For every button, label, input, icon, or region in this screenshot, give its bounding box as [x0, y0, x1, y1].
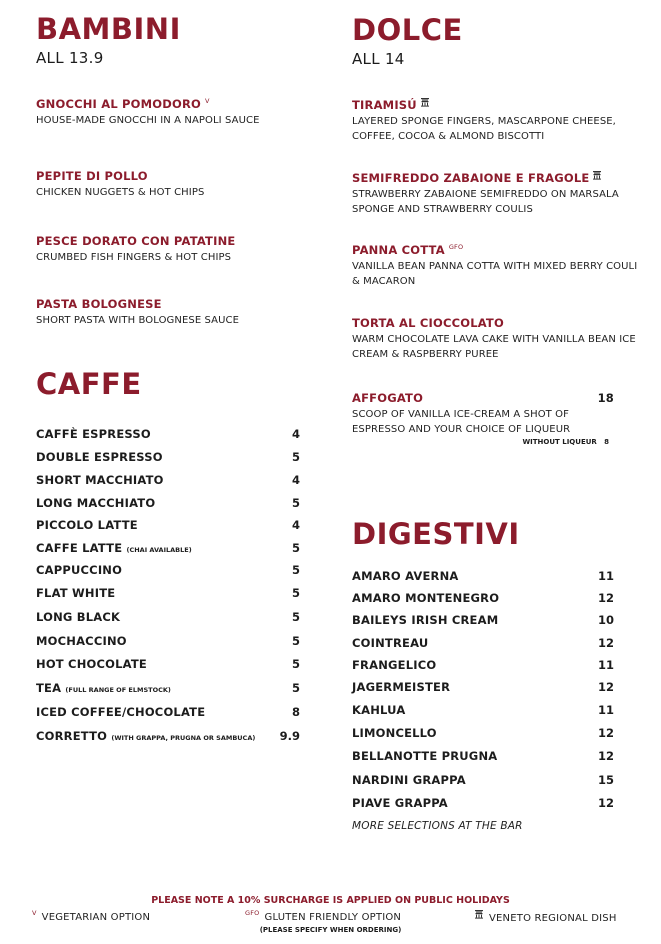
drink-name: CAFFÈ ESPRESSO [36, 427, 151, 441]
surcharge-notice: PLEASE NOTE A 10% SURCHARGE IS APPLIED ON PUBLIC HOLIDAYS [151, 895, 510, 906]
legend-label: GLUTEN FRIENDLY OPTION [264, 912, 402, 923]
drink-name: JAGERMEISTER [352, 680, 451, 694]
drink-price: 15 [597, 773, 614, 787]
drink-row [36, 705, 300, 719]
item-price: 18 [597, 391, 614, 405]
item-name: GNOCCHI AL POMODORO [36, 97, 202, 111]
drink-name: CAFFE LATTE [36, 541, 123, 555]
item-name: PEPITE DI POLLO [36, 169, 148, 183]
drink-row [352, 726, 614, 740]
drink-price: 5 [291, 657, 300, 671]
specify-note: (PLEASE SPECIFY WHEN ORDERING) [259, 926, 402, 934]
drink-price: 4 [291, 473, 300, 487]
drink-row [36, 634, 300, 648]
drink-row [352, 613, 614, 627]
item-name: PANNA COTTA [352, 243, 445, 257]
more-selections-note: MORE SELECTIONS AT THE BAR [352, 820, 523, 832]
dolce-heading: DOLCE [352, 13, 463, 47]
veneto-icon [592, 170, 602, 180]
veneto-icon [474, 909, 484, 919]
drink-row [36, 563, 300, 577]
drink-price: 9.9 [279, 729, 300, 743]
drink-price: 5 [291, 496, 300, 510]
drink-name: DOUBLE ESPRESSO [36, 450, 163, 464]
vegetarian-legend [32, 909, 150, 923]
drink-name: SHORT MACCHIATO [36, 473, 164, 487]
item-description: LAYERED SPONGE FINGERS, MASCARPONE CHEESE, COFFEE, COCOA & ALMOND BISCOTTI [352, 116, 616, 142]
caffe-heading: CAFFE [36, 367, 142, 401]
drink-row [352, 796, 614, 810]
drink-row [36, 610, 300, 624]
vegetarian-tag: V [205, 97, 210, 105]
legend-label: VEGETARIAN OPTION [41, 912, 151, 923]
drink-name: NARDINI GRAPPA [352, 773, 466, 787]
drink-name: FRANGELICO [352, 658, 437, 672]
drink-name: TEA [36, 681, 62, 695]
affogato-option [352, 438, 614, 446]
drink-name: BELLANOTTE PRUGNA [352, 749, 498, 763]
drink-price: 5 [291, 610, 300, 624]
drink-name: AMARO MONTENEGRO [352, 591, 500, 605]
option-label: WITHOUT LIQUEUR [522, 438, 597, 446]
drink-name: ICED COFFEE/CHOCOLATE [36, 705, 206, 719]
drink-price: 5 [291, 541, 300, 555]
drink-name: KAHLUA [352, 703, 406, 717]
drink-name: CAPPUCCINO [36, 563, 123, 577]
drink-name: PICCOLO LATTE [36, 518, 138, 532]
drink-row [36, 518, 300, 532]
drink-row [36, 586, 300, 600]
drink-row [36, 541, 300, 555]
drink-name: MOCHACCINO [36, 634, 127, 648]
drink-row [352, 569, 614, 583]
item-description: STRAWBERRY ZABAIONE SEMIFREDDO ON MARSALA SPONGE AND STRAWBERRY COULIS [352, 189, 619, 215]
drink-name: LONG BLACK [36, 610, 121, 624]
drink-price: 10 [597, 613, 614, 627]
drink-price: 5 [291, 450, 300, 464]
vegetarian-mark: V [32, 909, 37, 917]
drink-name: FLAT WHITE [36, 586, 116, 600]
drink-note: (CHAI AVAILABLE) [126, 546, 192, 554]
drink-price: 4 [291, 427, 300, 441]
drink-name: LIMONCELLO [352, 726, 437, 740]
drink-row [352, 658, 614, 672]
dolce-price-note: ALL 14 [352, 50, 405, 68]
drink-name: CORRETTO [36, 729, 108, 743]
drink-price: 11 [597, 569, 614, 583]
legend-label: VENETO REGIONAL DISH [489, 913, 617, 924]
item-name: TIRAMISÚ [352, 98, 417, 112]
drink-name: PIAVE GRAPPA [352, 796, 448, 810]
item-name: PASTA BOLOGNESE [36, 297, 162, 311]
menu-item [36, 97, 316, 128]
drink-price: 5 [291, 681, 300, 695]
drink-price: 12 [597, 636, 614, 650]
drink-row [36, 427, 300, 441]
bambini-heading: BAMBINI [36, 12, 181, 46]
item-name: SEMIFREDDO ZABAIONE E FRAGOLE [352, 171, 590, 185]
gluten-friendly-legend [245, 909, 401, 923]
item-description: SCOOP OF VANILLA ICE-CREAM A SHOT OF ESPRESSO AND YOUR CHOICE OF LIQUEUR [352, 409, 571, 435]
drink-price: 4 [291, 518, 300, 532]
drink-price: 11 [597, 703, 614, 717]
item-name: TORTA AL CIOCCOLATO [352, 316, 504, 330]
menu-item [36, 169, 316, 200]
drink-name: AMARO AVERNA [352, 569, 459, 583]
menu-item [352, 243, 642, 289]
veneto-legend [474, 909, 617, 924]
item-description: CRUMBED FISH FINGERS & HOT CHIPS [36, 252, 232, 263]
menu-item [36, 234, 316, 265]
drink-name: COINTREAU [352, 636, 429, 650]
drink-row [36, 729, 300, 743]
drink-price: 8 [291, 705, 300, 719]
drink-row [352, 749, 614, 763]
affogato-item [352, 391, 614, 446]
drink-name: BAILEYS IRISH CREAM [352, 613, 499, 627]
item-description: CHICKEN NUGGETS & HOT CHIPS [36, 187, 205, 198]
drink-price: 12 [597, 591, 614, 605]
item-description: SHORT PASTA WITH BOLOGNESE SAUCE [36, 315, 240, 326]
drink-price: 12 [597, 796, 614, 810]
drink-note: (FULL RANGE OF ELMSTOCK) [65, 686, 171, 694]
digestivi-heading: DIGESTIVI [352, 517, 520, 551]
drink-price: 5 [291, 634, 300, 648]
drink-name: HOT CHOCOLATE [36, 657, 147, 671]
bambini-price-note: ALL 13.9 [36, 49, 104, 67]
drink-row [352, 680, 614, 694]
drink-row [352, 703, 614, 717]
drink-price: 11 [597, 658, 614, 672]
menu-item [352, 97, 642, 144]
gfo-mark: GFO [245, 909, 260, 917]
drink-price: 5 [291, 586, 300, 600]
item-description: VANILLA BEAN PANNA COTTA WITH MIXED BERRY COULI & MACARON [352, 261, 638, 287]
item-description: WARM CHOCOLATE LAVA CAKE WITH VANILLA BEAN ICE CREAM & RASPBERRY PUREE [352, 334, 636, 360]
drink-row [36, 657, 300, 671]
drink-row [36, 473, 300, 487]
option-price: 8 [604, 438, 609, 446]
gluten-friendly-tag: GFO [448, 243, 464, 251]
drink-price: 12 [597, 680, 614, 694]
drink-row [36, 681, 300, 695]
drink-price: 12 [597, 726, 614, 740]
drink-row [36, 450, 300, 464]
menu-item [352, 316, 642, 362]
drink-note: (WITH GRAPPA, PRUGNA OR SAMBUCA) [111, 734, 256, 742]
drink-name: LONG MACCHIATO [36, 496, 156, 510]
item-description: HOUSE-MADE GNOCCHI IN A NAPOLI SAUCE [36, 115, 260, 126]
drink-row [352, 773, 614, 787]
menu-item [352, 170, 642, 217]
veneto-icon [420, 97, 430, 107]
drink-row [36, 496, 300, 510]
drink-price: 5 [291, 563, 300, 577]
drink-row [352, 591, 614, 605]
menu-item [36, 297, 316, 328]
drink-price: 12 [597, 749, 614, 763]
drink-row [352, 636, 614, 650]
item-name: PESCE DORATO CON PATATINE [36, 234, 236, 248]
item-name: AFFOGATO [352, 391, 424, 405]
